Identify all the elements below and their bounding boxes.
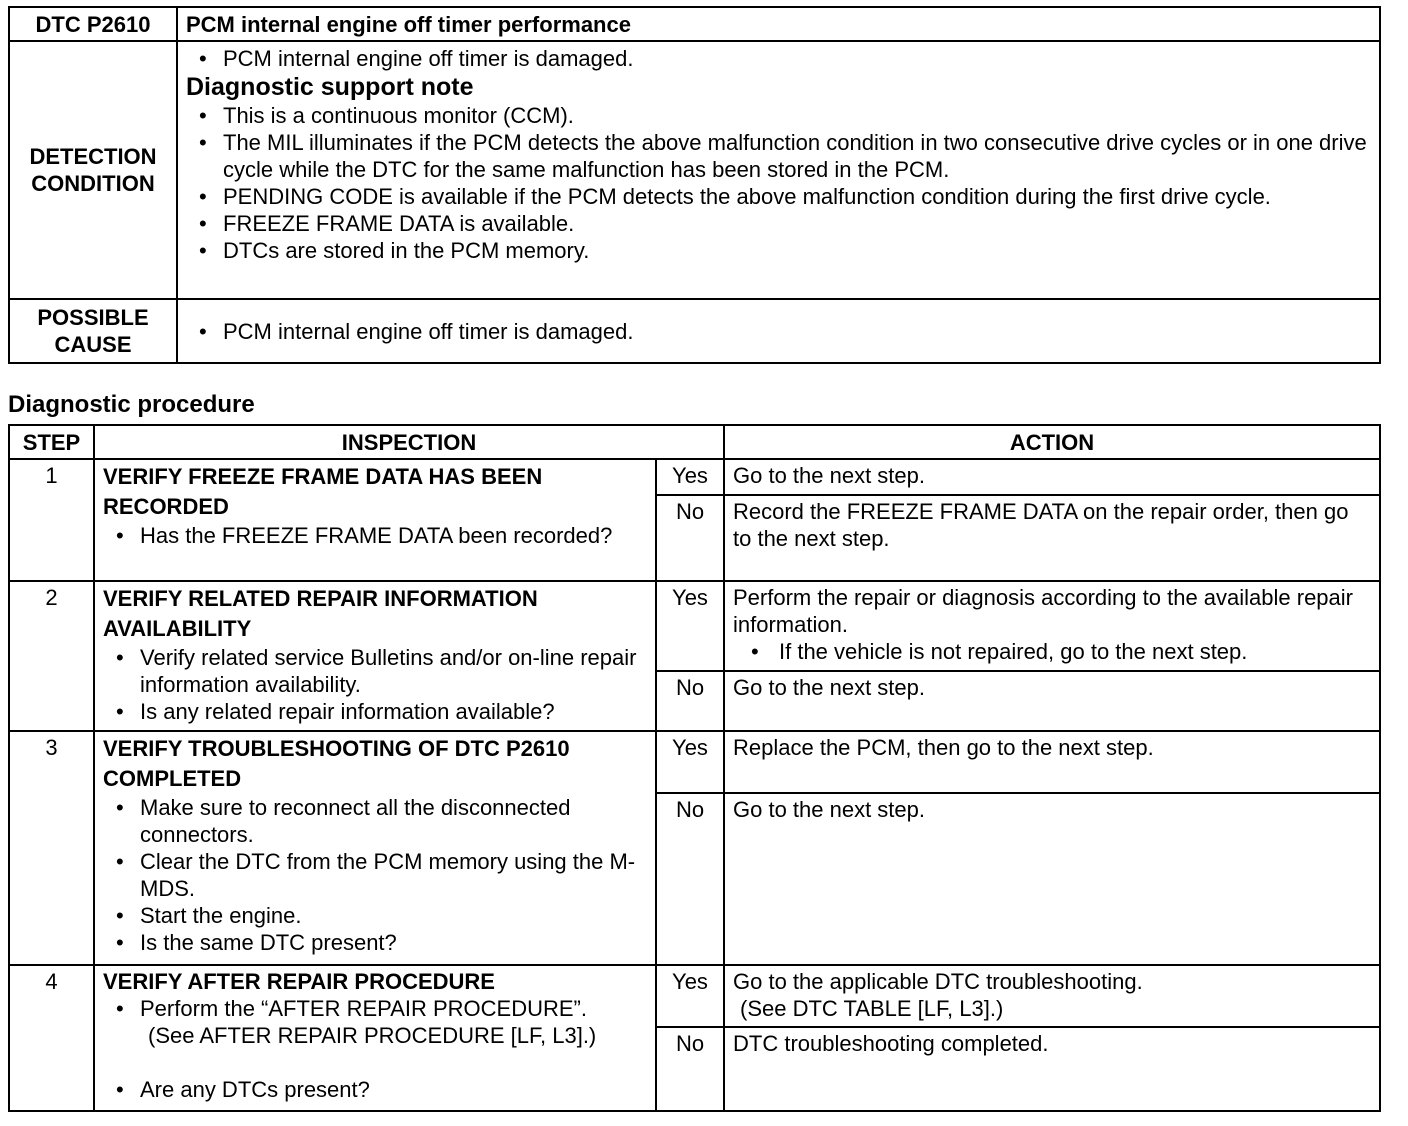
yes-label: Yes bbox=[656, 731, 724, 793]
yes-action: Replace the PCM, then go to the next step. bbox=[724, 731, 1380, 793]
possible-cause-item: • PCM internal engine off timer is damaged. bbox=[186, 318, 1371, 345]
step-heading: VERIFY RELATED REPAIR INFORMATION AVAILABILITY bbox=[103, 586, 538, 641]
possible-label-line1: POSSIBLE bbox=[37, 305, 149, 330]
dtc-title: PCM internal engine off timer performance bbox=[177, 7, 1380, 41]
yes-action-reference: (See DTC TABLE [LF, L3].) bbox=[740, 996, 1004, 1021]
procedure-title: Diagnostic procedure bbox=[8, 391, 255, 418]
yes-action bbox=[724, 965, 1380, 1027]
header-step: STEP bbox=[9, 425, 94, 459]
diagnostic-procedure-table bbox=[8, 424, 1381, 1112]
step-inspection bbox=[94, 731, 656, 965]
step-inspection bbox=[94, 965, 656, 1111]
possible-cause-content bbox=[177, 299, 1380, 363]
dtc-code: DTC P2610 bbox=[9, 7, 177, 41]
list-item: • If the vehicle is not repaired, go to the next step. bbox=[733, 638, 1371, 665]
bullet-reference: (See AFTER REPAIR PROCEDURE [LF, L3].) bbox=[148, 1023, 597, 1048]
list-item: • Is the same DTC present? bbox=[103, 929, 647, 956]
no-action: Go to the next step. bbox=[724, 793, 1380, 965]
step-heading: VERIFY AFTER REPAIR PROCEDURE bbox=[103, 969, 495, 994]
step-inspection bbox=[94, 459, 656, 581]
detection-label-line2: CONDITION bbox=[31, 171, 155, 196]
detection-label-line1: DETECTION bbox=[29, 144, 157, 169]
list-item: • FREEZE FRAME DATA is available. bbox=[186, 210, 1371, 237]
header-action: ACTION bbox=[724, 425, 1380, 459]
list-item bbox=[103, 995, 647, 1049]
list-item: • Make sure to reconnect all the disconnected connectors. bbox=[103, 794, 647, 848]
yes-label: Yes bbox=[656, 965, 724, 1027]
detection-condition-label bbox=[9, 41, 177, 299]
detection-bullet: • PCM internal engine off timer is damaged. bbox=[186, 45, 1371, 72]
yes-action bbox=[724, 581, 1380, 671]
list-item: • This is a continuous monitor (CCM). bbox=[186, 102, 1371, 129]
header-inspection: INSPECTION bbox=[94, 425, 724, 459]
possible-cause-label bbox=[9, 299, 177, 363]
list-item: • DTCs are stored in the PCM memory. bbox=[186, 237, 1371, 264]
dtc-info-table bbox=[8, 6, 1381, 364]
no-label: No bbox=[656, 793, 724, 965]
step-heading: VERIFY TROUBLESHOOTING OF DTC P2610 COMPLETED bbox=[103, 736, 570, 791]
step-heading: VERIFY FREEZE FRAME DATA HAS BEEN RECORDED bbox=[103, 464, 543, 519]
support-note-title: Diagnostic support note bbox=[186, 73, 474, 101]
step-number: 1 bbox=[9, 459, 94, 581]
no-label: No bbox=[656, 1027, 724, 1111]
detection-condition-content bbox=[177, 41, 1380, 299]
no-label: No bbox=[656, 495, 724, 581]
support-note-list bbox=[186, 102, 1371, 264]
step-number: 4 bbox=[9, 965, 94, 1111]
list-item: • Are any DTCs present? bbox=[103, 1076, 647, 1103]
list-item: • Start the engine. bbox=[103, 902, 647, 929]
yes-label: Yes bbox=[656, 459, 724, 495]
yes-action: Go to the next step. bbox=[724, 459, 1380, 495]
possible-label-line2: CAUSE bbox=[54, 332, 132, 357]
list-item: • The MIL illuminates if the PCM detects the above malfunction condition in two consecutive drive cycles or in one drive cycle while the DTC for the same malfunction has been stored in the PCM. bbox=[186, 129, 1371, 183]
list-item: • Has the FREEZE FRAME DATA been recorded? bbox=[103, 522, 647, 549]
step-inspection bbox=[94, 581, 656, 731]
no-action: DTC troubleshooting completed. bbox=[724, 1027, 1380, 1111]
list-item: • PENDING CODE is available if the PCM detects the above malfunction condition during the first drive cycle. bbox=[186, 183, 1371, 210]
list-item: • Clear the DTC from the PCM memory using the M-MDS. bbox=[103, 848, 647, 902]
step-number: 3 bbox=[9, 731, 94, 965]
no-action: Record the FREEZE FRAME DATA on the repair order, then go to the next step. bbox=[724, 495, 1380, 581]
list-item: • Verify related service Bulletins and/or on-line repair information availability. bbox=[103, 644, 647, 698]
yes-label: Yes bbox=[656, 581, 724, 671]
yes-action-text: Go to the applicable DTC troubleshooting. bbox=[733, 969, 1143, 994]
yes-action-text: Perform the repair or diagnosis according to the available repair information. bbox=[733, 585, 1353, 637]
no-label: No bbox=[656, 671, 724, 731]
list-item: • Is any related repair information available? bbox=[103, 698, 647, 725]
no-action: Go to the next step. bbox=[724, 671, 1380, 731]
step-number: 2 bbox=[9, 581, 94, 731]
bullet-text: • Perform the “AFTER REPAIR PROCEDURE”. bbox=[140, 996, 587, 1021]
